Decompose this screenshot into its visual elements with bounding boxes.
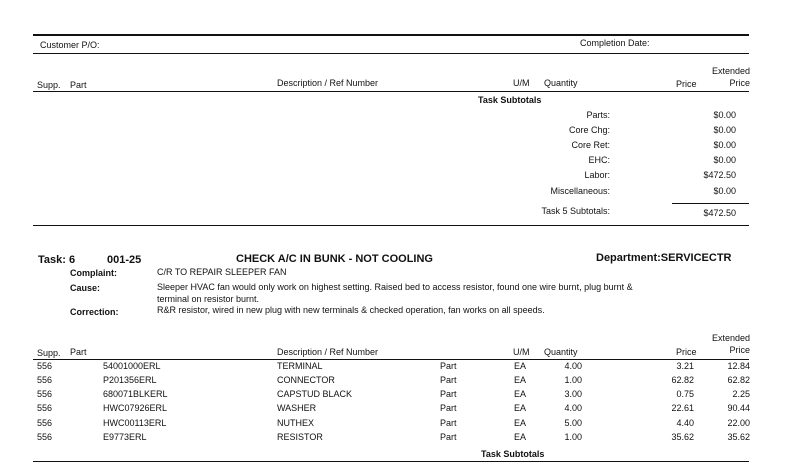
col-supp: Supp. bbox=[37, 348, 61, 358]
table-row bbox=[0, 418, 798, 432]
cell-desc: CONNECTOR bbox=[277, 375, 335, 385]
cell-part: HWC07926ERL bbox=[103, 403, 168, 413]
task6-label: Task: 6 bbox=[38, 254, 76, 266]
task6-title: CHECK A/C IN BUNK - NOT COOLING bbox=[236, 253, 433, 265]
cell-supp: 556 bbox=[37, 432, 53, 442]
cell-qty: 3.00 bbox=[564, 389, 582, 399]
cell-desc: CAPSTUD BLACK bbox=[277, 389, 353, 399]
col-um: U/M bbox=[513, 347, 530, 357]
subtotal-value: $0.00 bbox=[713, 140, 736, 150]
header-rule bbox=[33, 53, 749, 54]
subtotal-label: Core Chg: bbox=[568, 125, 610, 135]
cell-price: 3.21 bbox=[676, 361, 694, 371]
cell-qty: 4.00 bbox=[564, 361, 582, 371]
subtotal-label: Miscellaneous: bbox=[550, 186, 610, 196]
cell-supp: 556 bbox=[37, 375, 53, 385]
bottom-rule bbox=[33, 461, 749, 462]
col-extended-2: Price bbox=[729, 78, 750, 88]
cell-qty: 4.00 bbox=[564, 403, 582, 413]
col-description: Description / Ref Number bbox=[277, 78, 379, 88]
cell-type: Part bbox=[440, 432, 457, 442]
cell-um: EA bbox=[514, 432, 527, 442]
subtotal-value: $0.00 bbox=[713, 125, 736, 135]
task5-total-value: $472.50 bbox=[703, 208, 736, 218]
col-part: Part bbox=[70, 347, 87, 357]
cell-type: Part bbox=[440, 403, 457, 413]
col-um: U/M bbox=[513, 78, 530, 88]
cell-part: 680071BLKERL bbox=[103, 389, 168, 399]
cell-desc: WASHER bbox=[277, 403, 317, 413]
correction-label: Correction: bbox=[70, 307, 119, 317]
cell-qty: 1.00 bbox=[564, 375, 582, 385]
complaint-text: C/R TO REPAIR SLEEPER FAN bbox=[157, 267, 287, 277]
cell-type: Part bbox=[440, 361, 457, 371]
cell-part: E9773ERL bbox=[103, 432, 147, 442]
cell-price: 22.61 bbox=[671, 403, 694, 413]
cell-price: 62.82 bbox=[671, 375, 694, 385]
task6-subtotals-heading: Task Subtotals bbox=[481, 449, 545, 459]
col-description: Description / Ref Number bbox=[277, 347, 379, 357]
col-quantity: Quantity bbox=[544, 347, 578, 357]
cell-qty: 5.00 bbox=[564, 418, 582, 428]
cell-type: Part bbox=[440, 375, 457, 385]
cell-ext: 35.62 bbox=[727, 432, 750, 442]
task5-total-label: Task 5 Subtotals: bbox=[541, 206, 610, 216]
columns-rule bbox=[33, 91, 749, 92]
cell-um: EA bbox=[514, 361, 527, 371]
cell-ext: 2.25 bbox=[732, 389, 750, 399]
subtotal-label: Labor: bbox=[584, 170, 610, 180]
cell-um: EA bbox=[514, 403, 527, 413]
table-row bbox=[0, 403, 798, 417]
columns-rule bbox=[33, 359, 749, 360]
correction-text: R&R resistor, wired in new plug with new terminals & checked operation, fan works on all speeds. bbox=[157, 305, 545, 315]
col-extended-1: Extended bbox=[711, 333, 750, 343]
cause-text-line2: terminal on resistor burnt. bbox=[157, 294, 260, 304]
cell-type: Part bbox=[440, 418, 457, 428]
subtotal-value: $472.50 bbox=[703, 170, 736, 180]
top-rule bbox=[33, 34, 749, 36]
subtotal-value: $0.00 bbox=[713, 155, 736, 165]
cell-desc: NUTHEX bbox=[277, 418, 315, 428]
cell-part: 54001000ERL bbox=[103, 361, 161, 371]
col-extended-2: Price bbox=[729, 345, 750, 355]
col-price: Price bbox=[676, 79, 697, 89]
cell-um: EA bbox=[514, 418, 527, 428]
department: Department:SERVICECTR bbox=[596, 252, 732, 264]
subtotal-value: $0.00 bbox=[713, 186, 736, 196]
subtotal-value: $0.00 bbox=[713, 110, 736, 120]
cell-price: 35.62 bbox=[671, 432, 694, 442]
col-price: Price bbox=[676, 347, 697, 357]
cell-ext: 12.84 bbox=[727, 361, 750, 371]
cell-ext: 22.00 bbox=[727, 418, 750, 428]
cell-um: EA bbox=[514, 389, 527, 399]
cell-part: HWC00113ERL bbox=[103, 418, 167, 428]
cell-supp: 556 bbox=[37, 418, 53, 428]
cell-price: 4.40 bbox=[676, 418, 694, 428]
cell-price: 0.75 bbox=[676, 389, 694, 399]
subtotal-label: Core Ret: bbox=[571, 140, 610, 150]
cell-type: Part bbox=[440, 389, 457, 399]
subtotal-label: Parts: bbox=[586, 110, 610, 120]
task6-code: 001-25 bbox=[107, 254, 142, 266]
col-supp: Supp. bbox=[37, 80, 61, 90]
cell-ext: 90.44 bbox=[727, 403, 750, 413]
table-row bbox=[0, 375, 798, 389]
cell-desc: TERMINAL bbox=[277, 361, 323, 371]
completion-date-label: Completion Date: bbox=[580, 38, 650, 48]
col-part: Part bbox=[70, 80, 87, 90]
cell-supp: 556 bbox=[37, 403, 53, 413]
cell-desc: RESISTOR bbox=[277, 432, 323, 442]
subtotal-label: EHC: bbox=[588, 155, 610, 165]
table-row bbox=[0, 389, 798, 403]
table-row bbox=[0, 432, 798, 446]
cause-label: Cause: bbox=[70, 283, 101, 293]
col-quantity: Quantity bbox=[544, 78, 578, 88]
cause-text-line1: Sleeper HVAC fan would only work on highest setting. Raised bed to access resistor, found one wire burnt, plug burnt & bbox=[157, 282, 633, 292]
table-row bbox=[0, 361, 798, 375]
task5-subtotals-heading: Task Subtotals bbox=[478, 95, 542, 105]
customer-po-label: Customer P/O: bbox=[40, 40, 100, 50]
cell-part: P201356ERL bbox=[103, 375, 157, 385]
cell-um: EA bbox=[514, 375, 527, 385]
cell-ext: 62.82 bbox=[727, 375, 750, 385]
col-extended-1: Extended bbox=[711, 66, 750, 76]
section-rule bbox=[33, 225, 749, 226]
cell-qty: 1.00 bbox=[564, 432, 582, 442]
subtotal-rule bbox=[672, 203, 749, 204]
complaint-label: Complaint: bbox=[70, 268, 117, 278]
cell-supp: 556 bbox=[37, 361, 53, 371]
cell-supp: 556 bbox=[37, 389, 53, 399]
